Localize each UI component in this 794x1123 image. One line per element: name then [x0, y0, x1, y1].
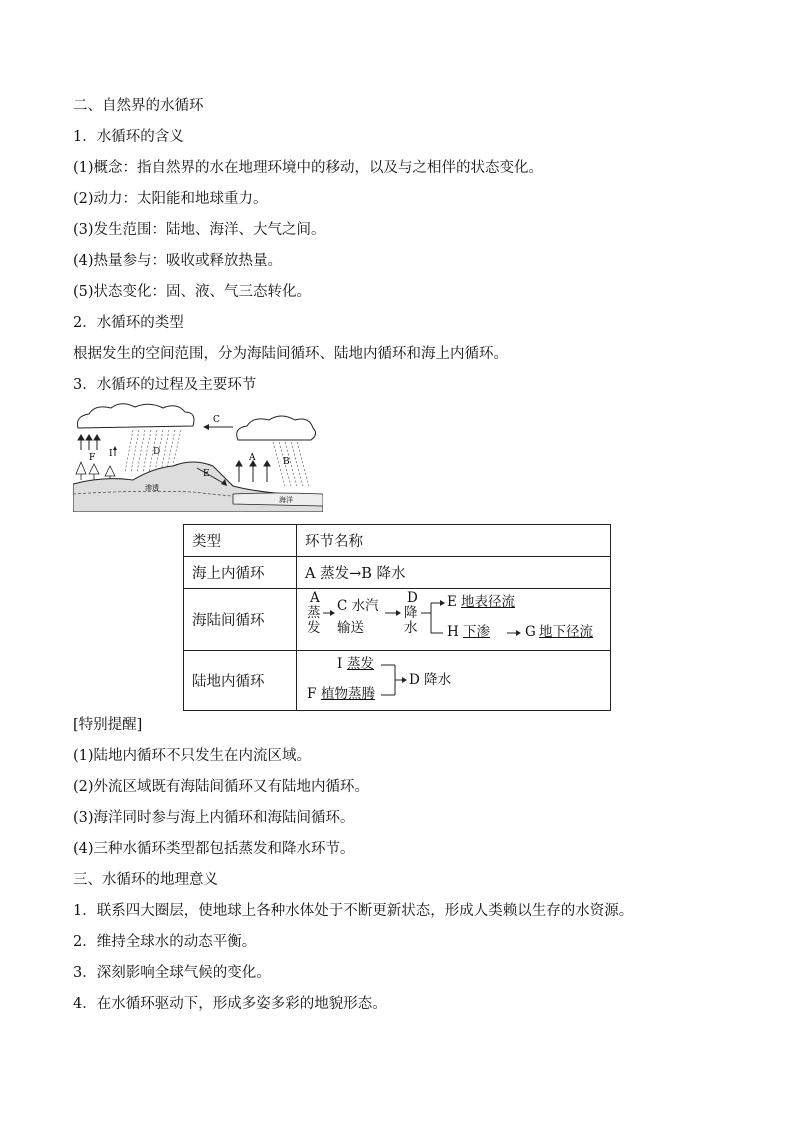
type-land-internal: 陆地内循环: [184, 651, 297, 711]
label-c: C: [213, 415, 220, 425]
section-heading-water-cycle: 二、自然界的水循环: [73, 98, 204, 114]
label-e: E: [203, 469, 210, 479]
text-power: (2)动力：太阳能和地球重力。: [73, 191, 268, 207]
flow-h-letter: H: [447, 623, 459, 640]
land-internal-flow: [305, 653, 602, 709]
water-cycle-diagram: [73, 402, 323, 512]
flow-d-precip: D 降水: [409, 671, 452, 688]
label-i: I: [109, 449, 113, 459]
table-row: [184, 589, 611, 651]
label-d: D: [153, 447, 161, 457]
flow-a-char1: 蒸: [307, 604, 321, 621]
section-heading-significance: 三、水循环的地理意义: [73, 872, 218, 888]
text-state-change: (5)状态变化：固、液、气三态转化。: [73, 284, 312, 300]
subheading-process: 3．水循环的过程及主要环节: [73, 377, 257, 393]
flow-g-letter: G: [525, 623, 536, 640]
links-land-internal: [297, 651, 611, 711]
significance-4: 4．在水循环驱动下，形成多姿多彩的地貌形态。: [73, 996, 387, 1012]
flow-c-bottom: 输送: [337, 619, 364, 636]
flow-i-text: 蒸发: [347, 655, 374, 672]
rain-b: [273, 442, 309, 486]
label-seepage: 渗透: [145, 484, 159, 492]
label-f: F: [89, 453, 96, 463]
flow-h-text: 下渗: [463, 623, 490, 640]
cloud-right: [237, 416, 316, 440]
flow-c-top: C 水汽: [337, 597, 379, 614]
table-row: [184, 557, 611, 589]
flow-i-letter: I: [337, 655, 343, 672]
flow-f-text: 植物蒸腾: [321, 685, 375, 702]
links-sea-land: [297, 589, 611, 651]
text-heat: (4)热量参与：吸收或释放热量。: [73, 253, 283, 269]
subheading-types: 2．水循环的类型: [73, 315, 184, 331]
significance-3: 3．深刻影响全球气候的变化。: [73, 965, 271, 981]
significance-1: 1．联系四大圈层，使地球上各种水体处于不断更新状态，形成人类赖以生存的水资源。: [73, 903, 634, 919]
type-sea-land: 海陆间循环: [184, 589, 297, 651]
table-header-row: [184, 525, 611, 557]
flow-e-text: 地表径流: [461, 593, 515, 610]
land-internal-arrows: [305, 653, 505, 709]
ocean: [233, 493, 323, 506]
flow-e-letter: E: [447, 593, 457, 610]
table-row: [184, 651, 611, 711]
subheading-meaning: 1．水循环的含义: [73, 129, 184, 145]
sea-land-flow: [305, 591, 602, 649]
note-3: (3)海洋同时参与海上内循环和海陆间循环。: [73, 810, 355, 826]
text-scope: (3)发生范围：陆地、海洋、大气之间。: [73, 222, 326, 238]
flow-d-char2: 水: [404, 619, 418, 636]
arrows-f: [78, 435, 100, 450]
type-ocean-internal: 海上内循环: [184, 557, 297, 589]
note-4: (4)三种水循环类型都包括蒸发和降水环节。: [73, 841, 355, 857]
note-2: (2)外流区域既有海陆间循环又有陆地内循环。: [73, 779, 370, 795]
label-a: A: [249, 453, 256, 463]
flow-d-letter: D: [407, 589, 418, 606]
label-ocean: 海洋: [279, 496, 293, 504]
flow-a-char2: 发: [307, 619, 321, 636]
flow-f-letter: F: [307, 685, 317, 702]
note-heading: [特别提醒]: [73, 717, 143, 733]
header-type: 类型: [184, 525, 297, 557]
text-types: 根据发生的空间范围，分为海陆间循环、陆地内循环和海上内循环。: [73, 346, 508, 362]
flow-a-letter: A: [310, 589, 320, 606]
text-concept: (1)概念：指自然界的水在地理环境中的移动，以及与之相伴的状态变化。: [73, 160, 544, 176]
cloud-left: [77, 404, 194, 428]
arrows-a: [236, 461, 270, 482]
flow-d-char1: 降: [404, 604, 418, 621]
water-cycle-table: [183, 524, 611, 711]
links-ocean-internal: A 蒸发→B 降水: [297, 557, 611, 589]
header-links: 环节名称: [297, 525, 611, 557]
significance-2: 2．维持全球水的动态平衡。: [73, 934, 257, 950]
flow-g-text: 地下径流: [539, 623, 593, 640]
note-1: (1)陆地内循环不只发生在内流区域。: [73, 748, 312, 764]
label-b: B: [283, 457, 290, 467]
